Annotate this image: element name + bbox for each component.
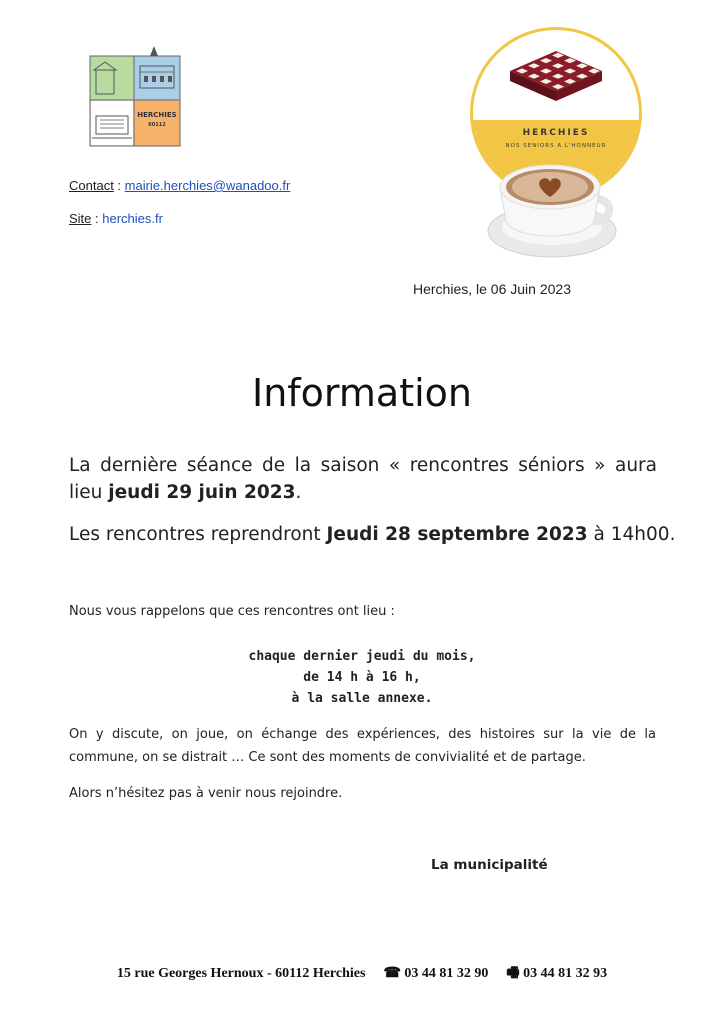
resume-date: Jeudi 28 septembre 2023: [326, 524, 588, 545]
footer-fax: 🖷 03 44 81 32 93: [506, 966, 608, 981]
description-paragraph: On y discute, on joue, on échange des expériences, des histoires sur la vie de la commune, on se distrait … Ce sont des moments de convivialité et de partage.: [69, 727, 656, 765]
intro-end: .: [295, 482, 302, 503]
intro-date: jeudi 29 juin 2023: [108, 482, 296, 503]
footer-address: 15 rue Georges Hernoux - 60112 Herchies: [116, 966, 366, 981]
invitation-text: Alors n’hésitez pas à venir nous rejoindre.: [69, 786, 343, 801]
footer: [0, 962, 724, 986]
page-title: Information: [252, 371, 472, 415]
badge-subtitle: NOS SENIORS A L'HONNEUR: [505, 143, 607, 149]
contact-label: Contact: [69, 178, 114, 193]
reminder-text: Nous vous rappelons que ces rencontres ont lieu :: [69, 604, 395, 619]
badge-title: HERCHIES: [522, 128, 590, 138]
municipal-logo: [80, 42, 188, 152]
site-url-link[interactable]: herchies.fr: [102, 211, 163, 226]
schedule-line: de 14 h à 16 h,: [303, 670, 421, 685]
resume-paragraph: [69, 521, 689, 548]
contact-line: [69, 178, 290, 193]
signature: La municipalité: [431, 857, 548, 873]
schedule-block: [0, 646, 724, 709]
site-label: Site: [69, 211, 92, 226]
logo-name: HERCHIES: [137, 111, 177, 119]
schedule-line: à la salle annexe.: [291, 691, 433, 706]
site-separator: :: [91, 211, 103, 226]
schedule-line: chaque dernier jeudi du mois,: [248, 649, 476, 664]
contact-separator: :: [113, 178, 125, 193]
resume-text: Les rencontres reprendront: [69, 524, 321, 545]
intro-text: La dernière séance de la saison « rencontres séniors » aura lieu: [69, 455, 657, 503]
seniors-badge: [470, 27, 642, 261]
resume-end: à 14h00.: [593, 524, 676, 545]
contact-email-link[interactable]: mairie.herchies@wanadoo.fr: [124, 178, 291, 193]
intro-paragraph: [69, 452, 657, 506]
site-line: [69, 211, 163, 226]
logo-postcode: 60112: [148, 122, 166, 128]
footer-phone: ☎ 03 44 81 32 90: [383, 966, 489, 981]
logo-drawing-icon: [80, 42, 188, 152]
document-date: Herchies, le 06 Juin 2023: [413, 281, 571, 297]
